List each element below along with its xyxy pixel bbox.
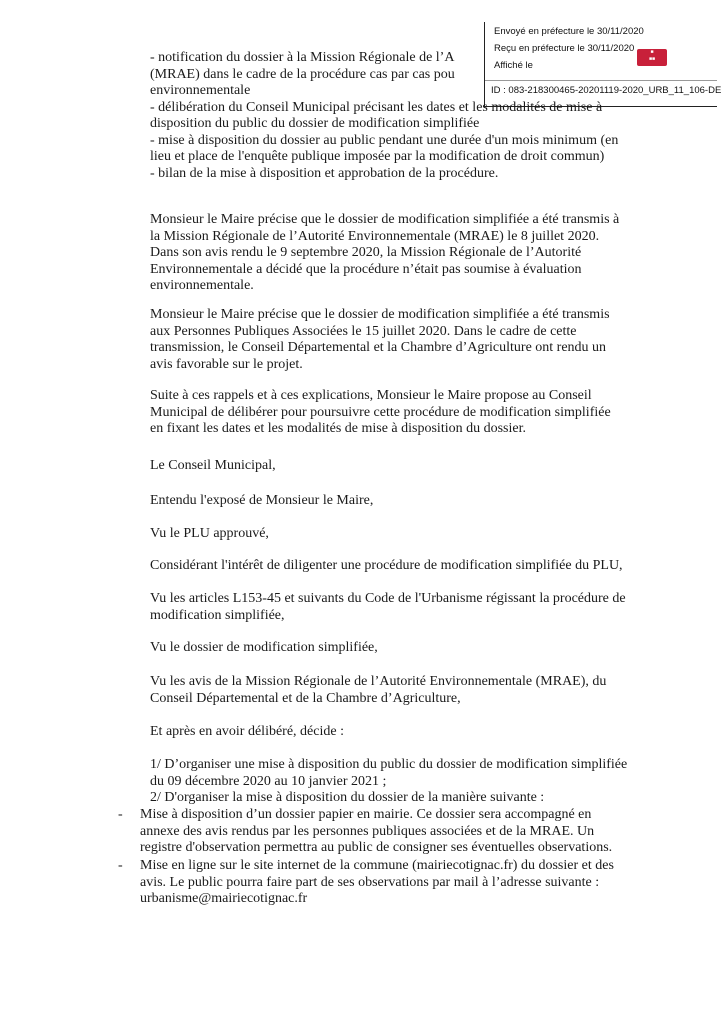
stamp-posted: Affiché le [494, 60, 533, 71]
list-line: - notification du dossier à la Mission Régionale de l’A [150, 50, 455, 65]
list-line: (MRAE) dans le cadre de la procédure cas par cas pou [150, 66, 455, 82]
list-line: disposition du public du dossier de modification simplifiée [150, 116, 480, 131]
text-line: Suite à ces rappels et à ces explications, Monsieur le Maire propose au Conseil [150, 388, 592, 403]
text-line: la Mission Régionale de l’Autorité Environnementale (MRAE) le 8 juillet 2020. [150, 228, 600, 244]
procedure-list [150, 50, 480, 83]
bullet-online-dossier [140, 858, 624, 908]
text-line: annexe des avis rendus par les personnes publiques associées et de la MRAE. Un [140, 823, 595, 839]
email-link[interactable]: urbanisme@mairiecotignac.fr [140, 891, 308, 906]
text-line: environnementale. [150, 278, 254, 293]
text-line: Municipal de délibérer pour poursuivre cette procédure de modification simplifiée [150, 404, 611, 420]
list-line: - mise à disposition du dossier au public pendant une durée d'un mois minimum (en [150, 132, 619, 148]
bullet-paper-dossier [140, 807, 624, 857]
decision-list [150, 757, 634, 807]
vu-plu-line: Vu le PLU approuvé, [150, 526, 269, 541]
procedure-list-cont [150, 83, 626, 182]
text-line: Vu les articles L153-45 et suivants du Code de l'Urbanisme régissant la procédure de [150, 591, 626, 606]
text-line: modification simplifiée, [150, 607, 285, 623]
considerant-line: Considérant l'intérêt de diligenter une procédure de modification simplifiée du PLU, [150, 558, 623, 573]
text-line: avis. Le public pourra faire part de ses observations par mail à l’adresse suivante : [140, 874, 600, 890]
text-line: 1/ D’organiser une mise à disposition du public du dossier de modification simplifiée [150, 757, 628, 772]
text-line: en fixant les dates et les modalités de mise à disposition du dossier. [150, 421, 526, 436]
entendu-line: Entendu l'exposé de Monsieur le Maire, [150, 493, 374, 508]
paragraph-mrae [150, 212, 626, 295]
text-line: transmission, le Conseil Départemental et la Chambre d’Agriculture ont rendu un [150, 340, 607, 355]
stamp-received: Reçu en préfecture le 30/11/2020 [494, 43, 635, 54]
text-line: Monsieur le Maire précise que le dossier de modification simplifiée a été transmis à [150, 212, 620, 227]
text-line: du 09 décembre 2020 au 10 janvier 2021 ; [150, 773, 387, 789]
text-line: registre d'observation permettra au public de consigner ses éventuelles observations. [140, 840, 613, 855]
text-line: Vu les avis de la Mission Régionale de l’Autorité Environnementale (MRAE), du [150, 674, 607, 689]
paragraph-ppa [150, 307, 626, 373]
text-line: aux Personnes Publiques Associées le 15 juillet 2020. Dans le cadre de cette [150, 323, 577, 339]
vu-avis [150, 674, 636, 707]
text-line: Mise en ligne sur le site internet de la commune (mairiecotignac.fr) du dossier et des [140, 858, 614, 873]
text-line: Mise à disposition d’un dossier papier en mairie. Ce dossier sera accompagné en [140, 807, 592, 822]
bullet-dash: - [118, 858, 123, 873]
stamp-id: ID : 083-218300465-20201119-2020_URB_11_106-DE [491, 85, 722, 96]
text-line: Environnementale a décidé que la procédure n’était pas soumise à évaluation [150, 261, 582, 277]
list-line: environnementale [150, 83, 251, 98]
text-line: 2/ D'organiser la mise à disposition du dossier de la manière suivante : [150, 790, 545, 805]
text-line: avis favorable sur le projet. [150, 356, 303, 372]
decide-line: Et après en avoir délibéré, décide : [150, 724, 344, 739]
prefecture-logo: ■ ■■ [637, 49, 667, 66]
text-line: Conseil Départemental et de la Chambre d’Agriculture, [150, 690, 461, 706]
vu-dossier-line: Vu le dossier de modification simplifiée, [150, 640, 378, 655]
list-line: - délibération du Conseil Municipal précisant les dates et les modalités de mise à [150, 99, 603, 115]
text-line: Dans son avis rendu le 9 septembre 2020, la Mission Régionale de l’Autorité [150, 245, 582, 260]
paragraph-suite [150, 388, 626, 438]
text-line: Monsieur le Maire précise que le dossier de modification simplifiée a été transmis [150, 307, 610, 322]
list-line: lieu et place de l'enquête publique imposée par la modification de droit commun) [150, 149, 605, 164]
bullet-dash: - [118, 807, 123, 822]
stamp-sent: Envoyé en préfecture le 30/11/2020 [494, 26, 644, 37]
vu-articles [150, 591, 634, 624]
conseil-heading: Le Conseil Municipal, [150, 458, 276, 473]
list-line: - bilan de la mise à disposition et approbation de la procédure. [150, 165, 499, 181]
